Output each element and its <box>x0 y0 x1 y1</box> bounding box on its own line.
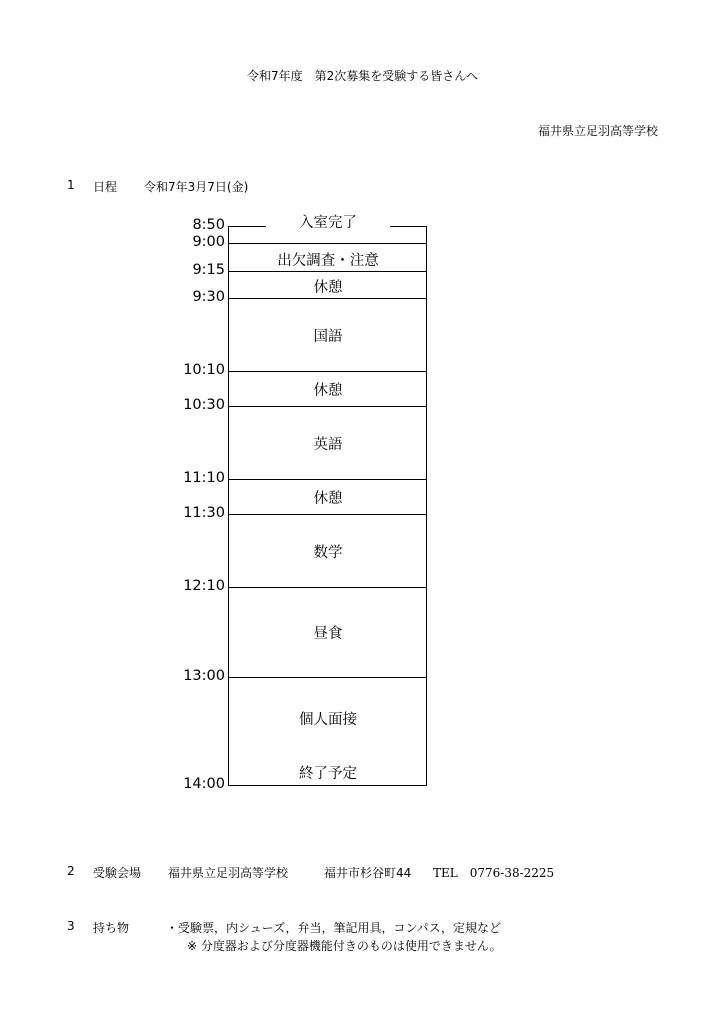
block-label: 個人面接 <box>299 712 357 728</box>
row-divider <box>228 514 427 515</box>
row-divider <box>228 587 427 588</box>
belongings-list: ・受験票，内シューズ，弁当，筆記用具，コンパス，定規など <box>166 921 502 935</box>
school-name: 福井県立足羽高等学校 <box>537 124 658 138</box>
time-label: 10:10 <box>183 362 225 378</box>
venue-address: 福井市杉谷町44 <box>324 866 412 880</box>
time-label: 9:15 <box>192 262 225 278</box>
exam-date: 令和7年3月7日(金) <box>144 180 249 194</box>
table-bottom-border <box>228 785 427 786</box>
block-label: 出欠調査・注意 <box>277 253 379 269</box>
block-label: 昼食 <box>313 626 343 642</box>
time-label: 9:30 <box>192 289 225 305</box>
section-1-number: 1 <box>67 178 75 192</box>
row-divider <box>228 677 427 678</box>
section-3-number: 3 <box>67 919 75 933</box>
row-divider <box>228 406 427 407</box>
row-divider <box>228 371 427 372</box>
block-label: 入室完了 <box>299 215 357 231</box>
row-divider <box>228 298 427 299</box>
time-label: 10:30 <box>183 397 225 413</box>
row-divider <box>228 479 427 480</box>
table-left-border <box>228 226 229 786</box>
table-right-border <box>426 226 427 786</box>
block-label: 終了予定 <box>299 766 357 782</box>
time-label: 13:00 <box>183 668 225 684</box>
belongings-note: ※ 分度器および分度器機能付きのものは使用できません。 <box>187 939 502 953</box>
section-2-label: 受験会場 <box>93 866 142 880</box>
block-label: 国語 <box>313 329 343 345</box>
block-label: 休憩 <box>313 280 343 296</box>
block-label: 休憩 <box>313 491 343 507</box>
block-label: 英語 <box>313 437 343 453</box>
time-label: 14:00 <box>183 776 225 792</box>
time-label: 8:50 <box>192 217 225 233</box>
row-divider <box>228 243 427 244</box>
time-label: 11:30 <box>183 505 225 521</box>
venue-tel: TEL 0776-38-2225 <box>433 866 555 880</box>
block-label: 数学 <box>313 545 343 561</box>
section-2-number: 2 <box>67 864 75 878</box>
section-3-label: 持ち物 <box>93 921 130 935</box>
page-title: 令和7年度 第2次募集を受験する皆さんへ <box>246 69 479 83</box>
venue-name: 福井県立足羽高等学校 <box>168 866 289 880</box>
block-label: 休憩 <box>313 383 343 399</box>
time-label: 9:00 <box>192 234 225 250</box>
time-label: 11:10 <box>183 470 225 486</box>
row-divider <box>228 271 427 272</box>
time-label: 12:10 <box>183 578 225 594</box>
section-1-label: 日程 <box>93 180 118 194</box>
